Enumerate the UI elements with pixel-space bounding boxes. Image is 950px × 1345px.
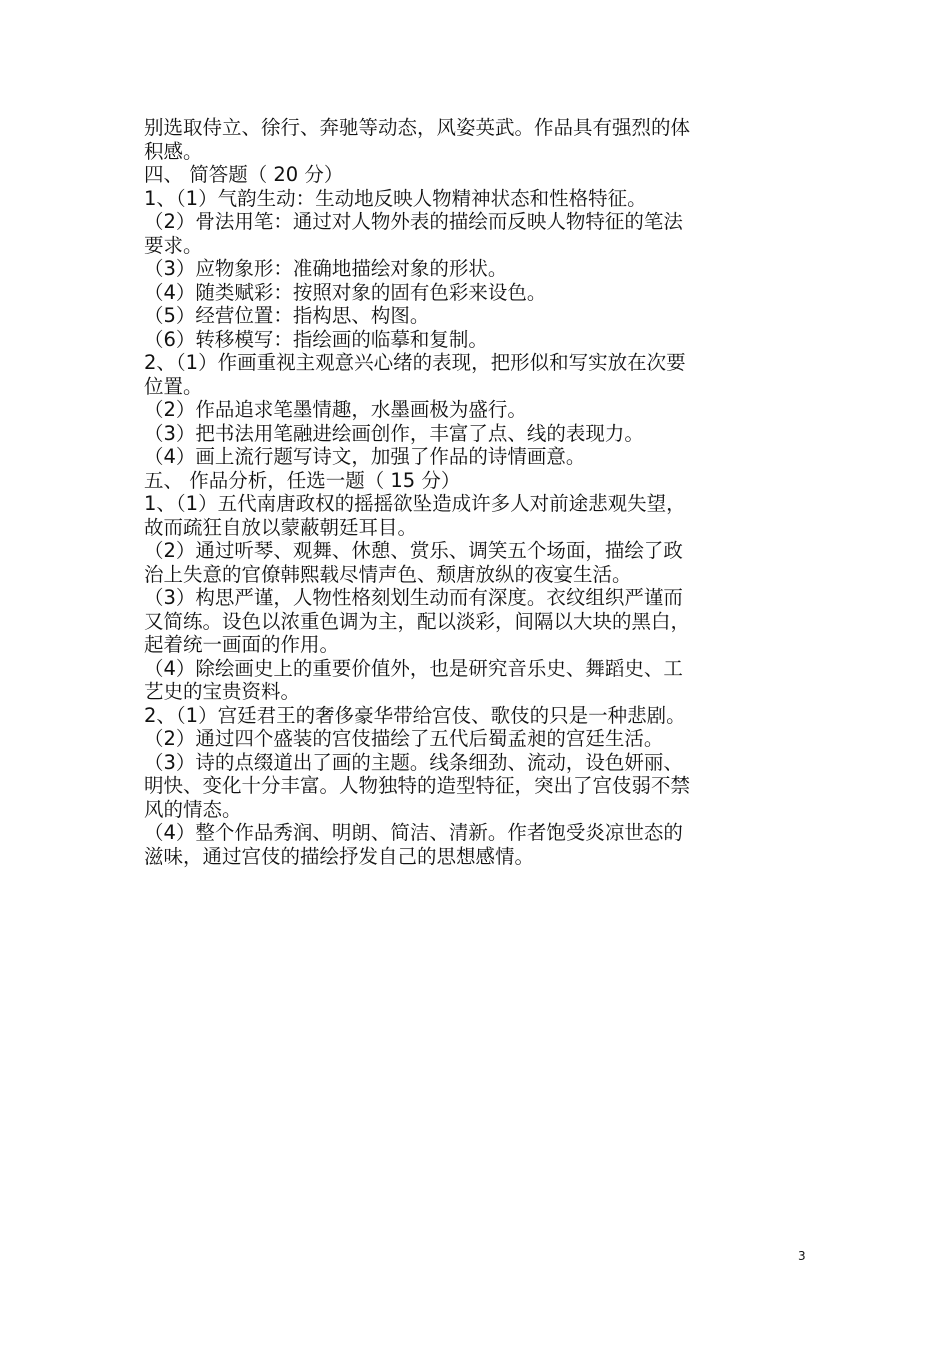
text-line: 滋味，通过宫伎的描绘抒发自己的思想感情。 xyxy=(144,844,535,868)
text-line: （2）通过听琴、观舞、休憩、赏乐、调笑五个场面，描绘了政 xyxy=(144,539,683,562)
text-line: （3）构思严谨，人物性格刻划生动而有深度。衣纹组织严谨而 xyxy=(144,586,683,609)
text-line: 艺史的宝贵资料。 xyxy=(144,680,301,703)
answer-text-block xyxy=(144,116,764,868)
text-line: （4）除绘画史上的重要价值外，也是研究音乐史、舞蹈史、工 xyxy=(144,656,683,680)
text-line: 又简练。设色以浓重色调为主，配以淡彩，间隔以大块的黑白， xyxy=(144,609,691,633)
text-line: （5）经营位置：指构思、构图。 xyxy=(144,304,430,327)
text-line: 2、（1）作画重视主观意兴心绪的表现，把形似和写实放在次要 xyxy=(144,351,686,374)
text-line: （4）随类赋彩：按照对象的固有色彩来设色。 xyxy=(144,280,547,304)
text-line: 故而疏狂自放以蒙蔽朝廷耳目。 xyxy=(144,515,418,539)
text-line: 2、（1）宫廷君王的奢侈豪华带给宫伎、歌伎的只是一种悲剧。 xyxy=(144,703,686,727)
text-line: （3）应物象形：准确地描绘对象的形状。 xyxy=(144,257,508,280)
text-line: 别选取侍立、徐行、奔驰等动态，风姿英武。作品具有强烈的体 xyxy=(144,116,691,139)
text-line: 1、（1）五代南唐政权的摇摇欲坠造成许多人对前途悲观失望， xyxy=(144,492,686,515)
text-line: 1、（1）气韵生动：生动地反映人物精神状态和性格特征。 xyxy=(144,186,647,210)
text-line: （6）转移模写：指绘画的临摹和复制。 xyxy=(144,327,488,351)
text-line: （3）把书法用笔融进绘画创作，丰富了点、线的表现力。 xyxy=(144,421,644,445)
section-heading-short-answer: 四、 简答题（ 20 分） xyxy=(144,163,344,186)
text-line: （3）诗的点缀道出了画的主题。线条细劲、流动，设色妍丽、 xyxy=(144,750,683,774)
text-line: 治上失意的官僚韩熙载尽情声色、颓唐放纵的夜宴生活。 xyxy=(144,562,632,586)
text-line: （2）通过四个盛装的宫伎描绘了五代后蜀孟昶的宫廷生活。 xyxy=(144,727,664,750)
text-line: （2）作品追求笔墨情趣，水墨画极为盛行。 xyxy=(144,398,527,421)
text-line: 要求。 xyxy=(144,233,203,257)
text-line: （2）骨法用笔：通过对人物外表的描绘而反映人物特征的笔法 xyxy=(144,210,683,233)
text-line: （4）画上流行题写诗文，加强了作品的诗情画意。 xyxy=(144,445,586,468)
text-line: 起着统一画面的作用。 xyxy=(144,633,340,656)
text-line: 风的情态。 xyxy=(144,797,242,821)
text-line: 积感。 xyxy=(144,139,203,163)
text-line: 位置。 xyxy=(144,374,203,398)
section-heading-work-analysis: 五、 作品分析，任选一题（ 15 分） xyxy=(144,468,461,492)
text-line: （4）整个作品秀润、明朗、简洁、清新。作者饱受炎凉世态的 xyxy=(144,821,683,844)
text-line: 明快、变化十分丰富。人物独特的造型特征，突出了宫伎弱不禁 xyxy=(144,774,691,797)
page-number: 3 xyxy=(798,1249,806,1263)
